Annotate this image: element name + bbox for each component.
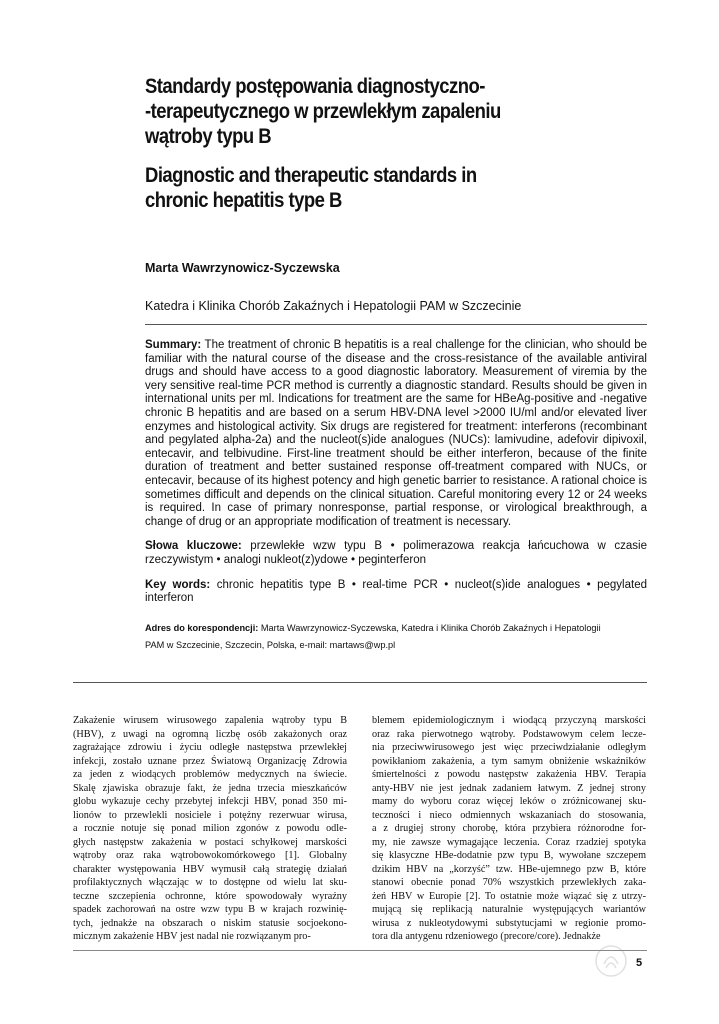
body-text-line: powikłaniom zakażenia, a tym samym obniżenie wskaźników [372,755,646,767]
body-text-line: stanowi obecnie ponad 70% wszystkich przewlekłych zaka- [372,877,646,888]
publisher-logo-icon [594,944,628,978]
title-polish-line: -terapeutycznego w przewlekłym zapaleniu [145,100,501,123]
keywords-polish [145,540,647,567]
body-text-line: (HBV), z uwagi na ogromną liczbę osób zakażonych oraz [73,728,347,740]
divider-footer [73,950,647,951]
title-english [145,163,603,213]
body-text-line: Zakażenie wirusem wirusowego zapalenia wątroby typu B [73,715,347,726]
body-text-line: nia przeciwwirusowego jest więc przeciwdziałanie odległym [372,742,646,753]
correspondence-label: Adres do korespondencji: [145,622,259,633]
body-text-line: Skalę zjawiska obrazuje fakt, że jedna trzecia mieszkańców [73,782,347,794]
correspondence-address [145,620,647,654]
keywords-english [145,579,647,606]
author-name: Marta Wawrzynowicz-Syczewska [145,261,340,275]
body-text-line: tora dla antygenu rdzeniowego (precore/core). Jednakże [372,931,601,942]
body-text-line: charakter występowania HBV wymusił całą strategię działań [73,863,347,875]
body-text-line: a z drugiej strony chorobę, która przybiera różnorodne for- [372,823,646,834]
body-text-line: dzikim HBV na „korzyść” tzw. HBe-ujemnego pzw B, które [372,863,646,875]
title-polish-line: Standardy postępowania diagnostyczno- [145,75,485,98]
page-number: 5 [636,957,643,969]
body-text-line: teczności i nieco odmiennych wskazaniach do stosowania, [372,809,646,821]
title-polish [145,74,603,149]
keywords-english-text: chronic hepatitis type B • real-time PCR • nucleot(s)ide analogues • pegylated interferon [145,578,647,605]
title-block [145,74,665,213]
body-text-line: globu wykazuje cechy przebytej infekcji HBV, ponad 350 mi- [73,796,347,807]
divider-body [73,682,647,683]
body-text-line: oraz raka pierwotnego wątroby. Podstawowym celem lecze- [372,728,646,740]
body-text-line: śmiertelności z powodu następstw zakażenia HBV. Terapia [372,769,646,780]
body-text-line: głych następstw zakażenia w postaci schyłkowej marskości [73,836,347,848]
body-text-line: micznym zakażenie HBV jest nadal nie rozwiązanym pro- [73,931,311,942]
body-text-line: żeń HBV w Europie [2]. To ostatnie może wiązać się z utrzy- [372,890,646,902]
body-text-line: teczne szczepienia ochronne, które spowodowały wyraźny [73,890,347,902]
keywords-polish-label: Słowa kluczowe: [145,540,242,553]
keywords-polish-text: przewlekłe wzw typu B • polimerazowa reakcja łańcuchowa w czasie rzeczywistym • analogi nukleot(z)ydowe • peginterferon [145,540,647,566]
correspondence-line-1: Marta Wawrzynowicz-Syczewska, Katedra i Klinika Chorób Zakaźnych i Hepatologii [258,622,601,633]
title-polish-line: wątroby typu B [145,125,272,148]
body-text-line: a rocznie notuje się ponad milion zgonów z powodu odle- [73,823,347,834]
body-column-left [73,714,347,944]
body-text-line: mamy do wyboru coraz więcej leków o zróżnicowanej sku- [372,796,646,807]
body-text-line: profilaktycznych włączając w to dostępne od wielu lat sku- [73,877,347,888]
body-text-line: anty-HBV nie jest jednak zadaniem łatwym. Z jednej strony [372,782,646,794]
body-text-line: infekcji, zostało uznane przez Światową Organizację Zdrowia [73,755,347,767]
body-column-right [372,714,646,944]
body-text-line: blemem epidemiologicznym i wiodącą przyczyną marskości [372,715,646,726]
body-text-line: wirusa z nukleotydowymi substytucjami w regionie promo- [372,917,646,929]
body-text-line: mującą się replikacją naturalnie występujących wariantów [372,904,646,915]
abstract-block [145,339,647,654]
body-text-line: zagrażające zdrowiu i życiu odległe następstwa przewlekłej [73,742,347,753]
title-english-line: Diagnostic and therapeutic standards in [145,164,477,187]
summary-label: Summary: [145,339,202,351]
body-text-line: my, nie zawsze wymagające leczenia. Coraz rzadziej spotyka [372,836,646,848]
body-text-line: lionów to przewlekli nosiciele i potężny rezerwuar wirusa, [73,809,347,821]
body-text-line: za jeden z wiodących problemów medycznych na świecie. [73,769,347,780]
body-text-line: się klasyczne HBe-dodatnie pzw typu B, wywołane szczepem [372,850,646,861]
correspondence-line-2: PAM w Szczecinie, Szczecin, Polska, e-mail: martaws@wp.pl [145,639,396,650]
body-text-line: spadek zachorowań na ostre wzw typu B w krajach rozwinię- [73,904,347,915]
body-text-line: tych, jednakże na obszarach o niskim statusie socjoekono- [73,917,347,929]
keywords-english-label: Key words: [145,578,211,591]
title-english-line: chronic hepatitis type B [145,189,342,212]
divider-top [145,324,647,325]
summary-text: The treatment of chronic B hepatitis is a real challenge for the clinician, who should be familiar with the natural course of the disease and the cross-resistance of the available antiviral drugs and should have access to a good diagnostic laboratory. Measurement of viremia by the very sensitive real-time PCR method is currently a diagnostic standard. Results should be given in international units per ml. Indications for treatment are the same for HBeAg-positive and -negative chronic B hepatitis and are based on a serum HBV-DNA level >2000 IU/ml and/or elevated liver enzymes and histological activity. Six drugs are registered for treatment: interferons (recombinant and pegylated alpha-2a) and the nucleot(s)ide analogues (NUCs): lamivudine, adefovir dipivoxil, entecavir, and telbivudine. First-line treatment should be either interferon, because of the finite duration of treatment and better sustained response off-treatment compared with NUCs, or entecavir, because of its highest potency and high genetic barrier to resistance. A rational choice is sometimes difficult and depends on the clinical situation. Careful monitoring every 12 or 24 weeks is required. In case of primary nonresponse, partial response, or virological breakthrough, a change of drug or an appropriate modification of treatment is necessary. [145,339,647,528]
body-text-line: wątroby oraz raka wątrobowokomórkowego [1]. Globalny [73,850,347,861]
summary-paragraph [145,339,647,529]
author-affiliation: Katedra i Klinika Chorób Zakaźnych i Hepatologii PAM w Szczecinie [145,299,522,313]
